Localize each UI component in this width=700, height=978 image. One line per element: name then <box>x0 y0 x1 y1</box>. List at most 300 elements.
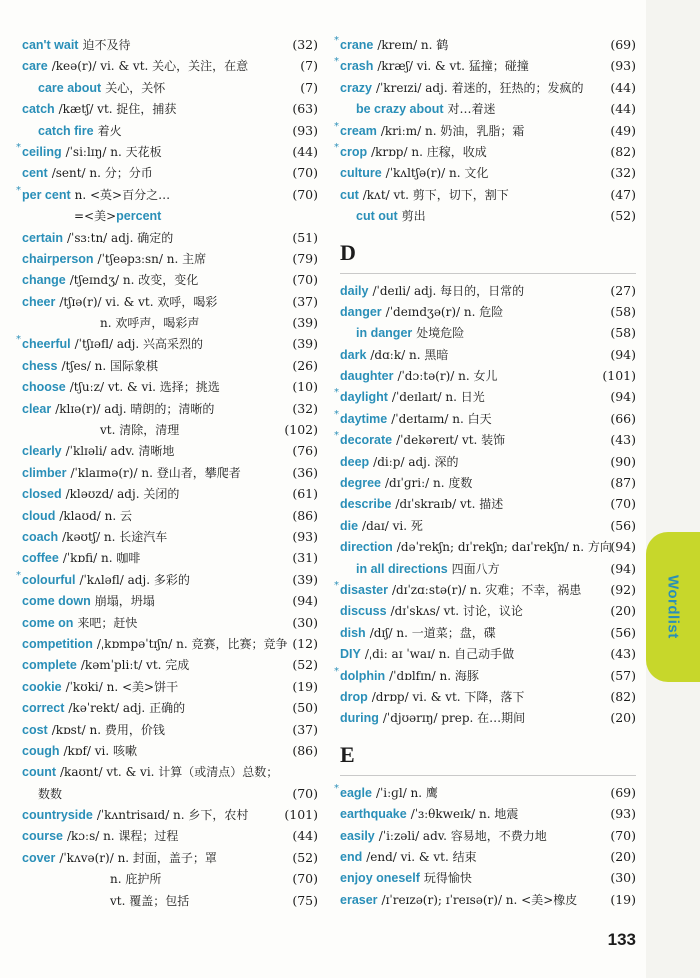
headword: correct <box>22 701 65 716</box>
headword: certain <box>22 230 63 245</box>
definition: /end/ vi. & vt. 结束 <box>366 849 477 864</box>
page-reference: (19) <box>610 891 636 907</box>
page-reference: (75) <box>292 892 318 908</box>
wordlist-entry <box>22 825 318 846</box>
page-reference: (93) <box>610 58 636 74</box>
page-reference: (56) <box>610 624 636 640</box>
page-reference: (36) <box>292 464 318 480</box>
page-reference: (44) <box>610 79 636 95</box>
headword: degree <box>340 476 381 491</box>
page-reference: (93) <box>292 528 318 544</box>
definition: 迫不及待 <box>82 38 131 52</box>
definition: /krɒp/ n. 庄稼，收成 <box>371 144 487 159</box>
wordlist-entry <box>22 740 318 761</box>
definition: /ˈdekəreɪt/ vt. 装饰 <box>396 433 506 448</box>
headword: countryside <box>22 808 93 823</box>
headword: cover <box>22 850 56 865</box>
page-reference: (32) <box>610 165 636 181</box>
headword: cheerful <box>22 337 71 352</box>
page-reference: (26) <box>292 357 318 373</box>
definition: /dɪˈskʌs/ vt. 讨论，议论 <box>390 604 523 619</box>
definition: /tʃes/ n. 国际象棋 <box>61 358 159 373</box>
definition: 玩得愉快 <box>423 871 472 886</box>
page-reference: (70) <box>292 186 318 202</box>
definition: 崩塌，坍塌 <box>94 594 155 609</box>
definition: /dɪʃ/ n. 一道菜；盘，碟 <box>369 625 496 640</box>
wordlist-entry <box>16 141 318 162</box>
wordlist-entry <box>22 55 318 76</box>
headword: cut <box>340 187 359 202</box>
headword: cut out <box>356 209 398 224</box>
page-reference: (94) <box>292 593 318 609</box>
headword: crazy <box>340 80 372 95</box>
wordlist-entry <box>334 429 636 450</box>
wordlist-entry <box>22 590 318 611</box>
definition: /ˈdɒlfɪn/ n. 海豚 <box>389 668 479 683</box>
page-reference: (51) <box>292 229 318 245</box>
definition: /kləʊzd/ adj. 关闭的 <box>65 487 180 502</box>
page-reference: (79) <box>292 250 318 266</box>
definition: /ˈdeɪtaɪm/ n. 白天 <box>391 411 492 426</box>
wordlist-entry <box>340 867 636 888</box>
page-reference: (47) <box>610 186 636 202</box>
page-reference: (32) <box>292 37 318 52</box>
headword: climber <box>22 465 67 480</box>
page-reference: (58) <box>610 325 636 341</box>
page-reference: (76) <box>292 443 318 459</box>
wordlist-entry <box>22 77 318 98</box>
headword: danger <box>340 304 382 319</box>
headword: direction <box>340 540 393 555</box>
wordlist-entry <box>22 355 318 376</box>
new-word-star-icon: * <box>16 184 21 196</box>
definition: 对…着迷 <box>447 102 496 117</box>
definition: /ˌkɒmpəˈtɪʃn/ n. 竞赛，比赛；竞争 <box>96 636 288 651</box>
page-reference: (94) <box>610 389 636 405</box>
page-reference: (101) <box>284 807 318 823</box>
headword: percent <box>116 209 162 224</box>
definition: /ˈkreɪzi/ adj. 着迷的，狂热的；发疯的 <box>375 80 584 95</box>
section-d <box>334 280 636 729</box>
wordlist-entry <box>334 120 636 141</box>
definition: /kræʃ/ vi. & vt. 猛撞；碰撞 <box>377 59 529 74</box>
wordlist-entry <box>340 451 636 472</box>
headword: end <box>340 849 363 864</box>
wordlist-entry <box>22 890 318 911</box>
headword: can't wait <box>22 38 79 52</box>
page-reference: (43) <box>610 432 636 448</box>
page-reference: (66) <box>610 410 636 426</box>
page-reference: (61) <box>292 486 318 502</box>
definition: /ˈkʊki/ n. <美>饼干 <box>65 679 179 694</box>
wordlist-entry <box>340 365 636 386</box>
wordlist-entry <box>340 643 636 664</box>
headword: ceiling <box>22 144 62 159</box>
page-reference: (49) <box>610 122 636 138</box>
page-reference: (90) <box>610 453 636 469</box>
page-reference: (20) <box>610 848 636 864</box>
definition: /ˈdɔːtə(r)/ n. 女儿 <box>397 369 498 384</box>
headword: come down <box>22 594 91 609</box>
wordlist-entry <box>340 472 636 493</box>
definition: /ˈɜːθkweɪk/ n. 地震 <box>410 807 519 822</box>
definition: /keə(r)/ vi. & vt. 关心，关注，在意 <box>51 59 249 74</box>
wordlist-entry <box>340 536 636 557</box>
wordlist-entry <box>334 34 636 55</box>
wordlist-entry <box>22 697 318 718</box>
definition: /ˈtʃɪəfl/ adj. 兴高采烈的 <box>74 337 204 352</box>
page-reference: (57) <box>610 667 636 683</box>
page-reference: (30) <box>292 614 318 630</box>
headword: cough <box>22 743 60 758</box>
page-reference: (86) <box>292 507 318 523</box>
headword: cheer <box>22 294 56 309</box>
wordlist-entry <box>340 707 636 728</box>
headword: crash <box>340 59 374 74</box>
page-edge-strip <box>646 0 700 978</box>
wordlist-entry <box>340 344 636 365</box>
headword: decorate <box>340 433 393 448</box>
definition: /ˈkʌltʃə(r)/ n. 文化 <box>385 166 489 181</box>
definition: /kætʃ/ vt. 捉住，捕获 <box>58 102 177 117</box>
definition: /ˈkʌləfl/ adj. 多彩的 <box>79 572 190 587</box>
definition: n. <英>百分之… <box>74 187 171 202</box>
definition: /daɪ/ vi. 死 <box>362 518 423 533</box>
definition: /dɪˈzɑːstə(r)/ n. 灾难；不幸，祸患 <box>391 582 582 597</box>
headword: competition <box>22 636 93 651</box>
wordlist-entry <box>340 600 636 621</box>
page-reference: (37) <box>292 721 318 737</box>
headword: choose <box>22 380 66 395</box>
wordlist-entry <box>340 162 636 183</box>
definition: 四面八方 <box>451 561 500 576</box>
headword: deep <box>340 454 370 469</box>
definition: /ˈdeɪndʒə(r)/ n. 危险 <box>385 304 504 319</box>
page-reference: (56) <box>610 517 636 533</box>
definition: n. 欢呼声，喝彩声 <box>100 316 200 331</box>
page-reference: (7) <box>300 79 318 95</box>
wordlist-entry <box>22 440 318 461</box>
page-reference: (50) <box>292 700 318 716</box>
wordlist-entry <box>340 184 636 205</box>
headword: in all directions <box>356 561 448 576</box>
wordlist-entry <box>340 803 636 824</box>
headword: be crazy about <box>356 102 444 117</box>
headword: disaster <box>340 582 388 597</box>
definition: /ˌdiː aɪ ˈwaɪ/ n. 自己动手做 <box>364 647 515 662</box>
wordlist-entry <box>22 312 318 333</box>
definition: /kaʊnt/ vt. & vi. 计算（或清点）总数； <box>60 765 279 780</box>
wordlist-entry <box>22 654 318 675</box>
definition: /kreɪn/ n. 鹤 <box>377 38 449 52</box>
definition: 数数 <box>38 786 63 801</box>
new-word-star-icon: * <box>334 56 339 68</box>
wordlist-entry <box>22 269 318 290</box>
page-reference: (39) <box>292 571 318 587</box>
headword: course <box>22 829 63 844</box>
letter-divider <box>340 273 636 274</box>
wordlist-entry <box>22 612 318 633</box>
wordlist-entry <box>22 804 318 825</box>
definition: /ˈdeɪlaɪt/ n. 日光 <box>391 390 485 405</box>
page-reference: (70) <box>292 272 318 288</box>
page-reference: (94) <box>610 346 636 362</box>
definition: /ˈiːzəli/ adv. 容易地，不费力地 <box>378 828 547 843</box>
wordlist-entry <box>16 333 318 354</box>
headword: cream <box>340 123 377 138</box>
page-reference: (87) <box>610 475 636 491</box>
definition: /klaʊd/ n. 云 <box>59 508 132 523</box>
definition: /drɒp/ vi. & vt. 下降，落下 <box>371 689 525 704</box>
headword: DIY <box>340 647 361 662</box>
wordlist-entry <box>334 386 636 407</box>
definition: 关心，关怀 <box>105 80 166 95</box>
wordlist-entry <box>340 889 636 910</box>
page-reference: (69) <box>610 784 636 800</box>
headword: daughter <box>340 369 394 384</box>
headword: in danger <box>356 326 413 341</box>
page-number: 133 <box>607 930 636 949</box>
headword: dish <box>340 625 366 640</box>
wordlist-entry <box>340 205 636 226</box>
wordlist-tab-label: Wordlist <box>664 575 682 639</box>
headword: die <box>340 518 359 533</box>
page-reference: (102) <box>284 422 318 438</box>
wordlist-entry <box>22 868 318 889</box>
definition: /dɪˈɡriː/ n. 度数 <box>384 476 473 491</box>
wordlist-entry <box>340 322 636 343</box>
wordlist-entry <box>16 569 318 590</box>
definition: /tʃuːz/ vt. & vi. 选择；挑选 <box>69 380 220 395</box>
wordlist-entry <box>340 98 636 119</box>
page-reference: (37) <box>292 293 318 309</box>
wordlist-entry <box>334 782 636 803</box>
headword: catch fire <box>38 123 94 138</box>
page-reference: (86) <box>292 742 318 758</box>
definition: 处境危险 <box>416 326 465 341</box>
page-reference: (32) <box>292 400 318 416</box>
wordlist-entry <box>340 825 636 846</box>
definition: /diːp/ adj. 深的 <box>373 454 459 469</box>
page-reference: (10) <box>292 379 318 395</box>
left-column <box>16 34 318 911</box>
page-reference: (82) <box>610 688 636 704</box>
definition: /ˈdeɪli/ adj. 每日的，日常的 <box>372 283 525 298</box>
headword: care about <box>38 80 102 95</box>
definition: /ˈdjʊərɪŋ/ prep. 在…期间 <box>382 711 526 726</box>
page-reference: (52) <box>292 849 318 865</box>
definition: /ˈsiːlɪŋ/ n. 天花板 <box>65 144 162 159</box>
page-reference: (70) <box>610 827 636 843</box>
page-reference: (27) <box>610 282 636 298</box>
headword: dark <box>340 347 367 362</box>
wordlist-entry <box>340 280 636 301</box>
page-reference: (70) <box>292 165 318 181</box>
wordlist-entry <box>22 162 318 183</box>
headword: coffee <box>22 551 59 566</box>
wordlist-entry <box>334 408 636 429</box>
headword: crane <box>340 38 374 52</box>
page-reference: (43) <box>610 646 636 662</box>
right-column <box>334 34 636 910</box>
page-reference: (58) <box>610 303 636 319</box>
definition: /dɑːk/ n. 黑暗 <box>370 347 449 362</box>
new-word-star-icon: * <box>334 782 339 794</box>
new-word-star-icon: * <box>334 579 339 591</box>
headword: per cent <box>22 187 71 202</box>
wordlist-entry <box>22 676 318 697</box>
headword: complete <box>22 658 77 673</box>
page-reference: (7) <box>300 58 318 74</box>
page-reference: (44) <box>292 828 318 844</box>
definition: /ˈtʃeəpɜːsn/ n. 主席 <box>97 251 207 266</box>
wordlist-entry <box>22 505 318 526</box>
headword: eraser <box>340 892 378 907</box>
definition: /ˈkʌvə(r)/ n. 封面，盖子；罩 <box>59 850 217 865</box>
headword: daily <box>340 283 369 298</box>
headword: discuss <box>340 604 387 619</box>
wordlist-entry <box>22 847 318 868</box>
headword: count <box>22 765 57 780</box>
wordlist-entry <box>340 686 636 707</box>
wordlist-entry <box>22 248 318 269</box>
headword: cookie <box>22 679 62 694</box>
definition: /kəˈrekt/ adj. 正确的 <box>68 701 186 716</box>
page-reference: (69) <box>610 37 636 52</box>
page-reference: (82) <box>610 143 636 159</box>
page-reference: (70) <box>292 871 318 887</box>
page-reference: (94) <box>610 560 636 576</box>
headword: cost <box>22 722 48 737</box>
headword: during <box>340 711 379 726</box>
definition: /ˈkɒfi/ n. 咖啡 <box>62 551 141 566</box>
wordlist-entry <box>16 184 318 205</box>
definition: 来吧；赶快 <box>77 615 138 630</box>
headword: clear <box>22 401 52 416</box>
page-reference: (52) <box>610 208 636 224</box>
page-reference: (44) <box>292 143 318 159</box>
wordlist-tab[interactable] <box>646 532 700 682</box>
wordlist-entry <box>22 761 318 782</box>
headword: come on <box>22 615 74 630</box>
wordlist-entry <box>22 376 318 397</box>
wordlist-entry <box>22 719 318 740</box>
new-word-star-icon: * <box>334 120 339 132</box>
page-reference: (93) <box>610 806 636 822</box>
headword: coach <box>22 529 59 544</box>
page-reference: (20) <box>610 603 636 619</box>
headword: culture <box>340 166 382 181</box>
wordlist-entry <box>334 55 636 76</box>
definition: /kəʊtʃ/ n. 长途汽车 <box>62 529 168 544</box>
wordlist-entry <box>340 846 636 867</box>
page-reference: (31) <box>292 550 318 566</box>
definition: /kəmˈpliːt/ vt. 完成 <box>80 658 190 673</box>
definition: 着火 <box>97 123 122 138</box>
wordlist-entry <box>22 526 318 547</box>
wordlist-entry <box>22 291 318 312</box>
wordlist-entry <box>340 558 636 579</box>
new-word-star-icon: * <box>334 387 339 399</box>
new-word-star-icon: * <box>334 35 339 46</box>
page-reference: (12) <box>292 635 318 651</box>
wordlist-entry <box>22 227 318 248</box>
headword: enjoy oneself <box>340 871 420 886</box>
definition: /kʌt/ vt. 剪下，切下，割下 <box>362 187 509 202</box>
wordlist-entry <box>22 633 318 654</box>
definition: /dəˈrekʃn; dɪˈrekʃn; daɪˈrekʃn/ n. 方向 <box>396 540 612 555</box>
definition: /sent/ n. 分；分币 <box>51 166 153 181</box>
definition: /kɒst/ n. 费用，价钱 <box>51 722 165 737</box>
section-e <box>334 782 636 910</box>
headword: change <box>22 273 66 288</box>
definition: /kɒf/ vi. 咳嗽 <box>63 743 138 758</box>
headword: daylight <box>340 390 388 405</box>
headword: daytime <box>340 411 388 426</box>
page-reference: (101) <box>602 368 636 384</box>
definition: /dɪˈskraɪb/ vt. 描述 <box>395 497 504 512</box>
new-word-star-icon: * <box>334 430 339 442</box>
wordlist-entry <box>22 419 318 440</box>
definition: /ˈsɜːtn/ adj. 确定的 <box>66 230 174 245</box>
headword: cent <box>22 166 48 181</box>
wordlist-entry <box>22 462 318 483</box>
wordlist-entry <box>334 665 636 686</box>
new-word-star-icon: * <box>16 334 21 346</box>
page-reference: (19) <box>292 678 318 694</box>
definition: /ˈklaɪmə(r)/ n. 登山者，攀爬者 <box>70 465 241 480</box>
definition: /ɪˈreɪzə(r); ɪˈreɪsə(r)/ n. <美>橡皮 <box>381 892 578 907</box>
headword: closed <box>22 487 62 502</box>
wordlist-entry <box>334 579 636 600</box>
wordlist-entry <box>22 547 318 568</box>
headword: catch <box>22 102 55 117</box>
page-reference: (20) <box>610 710 636 726</box>
letter-heading-d: D <box>340 239 356 265</box>
wordlist-entry <box>22 783 318 804</box>
definition: vt. 覆盖；包括 <box>110 893 190 908</box>
page-reference: (70) <box>610 496 636 512</box>
definition: /kriːm/ n. 奶油，乳脂；霜 <box>380 123 525 138</box>
definition: 剪出 <box>401 209 426 224</box>
wordlist-entry <box>340 515 636 536</box>
definition: /kɔːs/ n. 课程；过程 <box>66 829 179 844</box>
page-reference: (44) <box>610 101 636 117</box>
headword: describe <box>340 497 392 512</box>
page-reference: (94) <box>610 539 636 555</box>
new-word-star-icon: * <box>334 141 339 153</box>
page-reference: (39) <box>292 315 318 331</box>
headword: chairperson <box>22 251 94 266</box>
definition: /ˈkʌntrisaɪd/ n. 乡下，农村 <box>96 808 249 823</box>
definition: /tʃeɪndʒ/ n. 改变，变化 <box>69 273 199 288</box>
definition: /tʃɪə(r)/ vi. & vt. 欢呼，喝彩 <box>59 294 218 309</box>
headword: clearly <box>22 444 62 459</box>
page-reference: (52) <box>292 657 318 673</box>
headword: crop <box>340 144 368 159</box>
definition: vt. 清除，清理 <box>100 423 180 438</box>
headword: colourful <box>22 572 76 587</box>
headword: easily <box>340 828 375 843</box>
new-word-star-icon: * <box>334 408 339 420</box>
page-reference: (92) <box>610 581 636 597</box>
page-reference: (93) <box>292 122 318 138</box>
wordlist-entry <box>340 77 636 98</box>
page-reference: (39) <box>292 336 318 352</box>
wordlist-entry <box>340 301 636 322</box>
wordlist-entry <box>22 398 318 419</box>
new-word-star-icon: * <box>16 569 21 581</box>
